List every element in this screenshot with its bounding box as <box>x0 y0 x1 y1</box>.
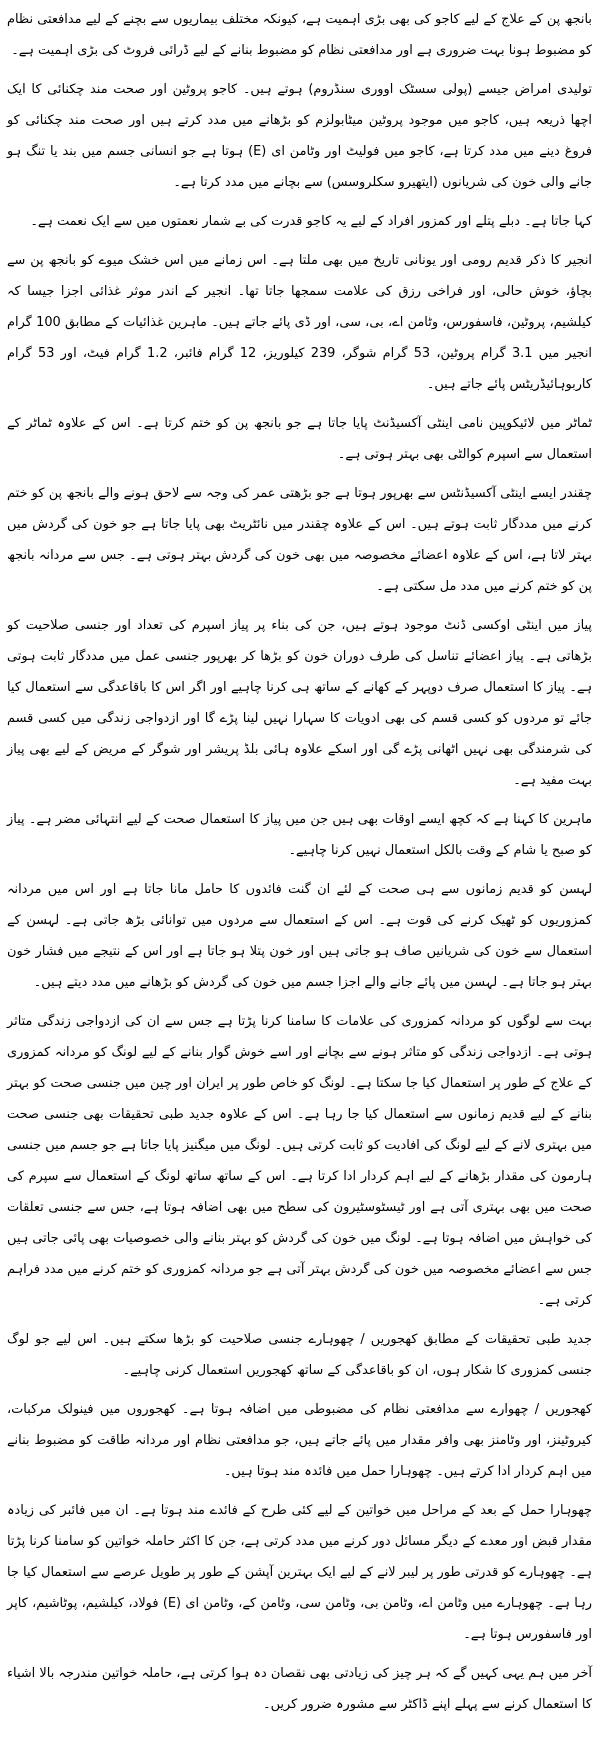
paragraph-onion-caution: ماہرین کا کہنا ہے کہ کچھ ایسے اوقات بھی ہیں جن میں پیاز کا استعمال صحت کے لیے انتہائی مضر ہے۔ پیاز کو صبح یا شام کے وقت بالکل استعمال نہیں کرنا چاہیے۔ <box>7 812 592 858</box>
paragraph-cashew-immunity: بانجھ پن کے علاج کے لیے کاجو کی بھی بڑی اہمیت ہے، کیونکہ مختلف بیماریوں سے بچنے کے لیے مدافعتی نظام کو مضبوط ہونا بہت ضروری ہے اور مدافعتی نظام کو مضبوط بنانے کے لیے ڈرائی فروٹ کی بڑی اہمیت ہے۔ <box>7 12 592 58</box>
paragraph-dates-research: جدید طبی تحقیقات کے مطابق کھجوریں / چھوہارے جنسی صلاحیت کو بڑھا سکتے ہیں۔ اس لیے جو لوگ جنسی کمزوری کا شکار ہوں، ان کو باقاعدگی کے ساتھ کھجوریں استعمال کرنی چاہیے۔ <box>7 1332 592 1378</box>
paragraph-tomato: ٹماٹر میں لائیکوپین نامی اینٹی آکسیڈنٹ پایا جاتا ہے جو بانجھ پن کو ختم کرتا ہے۔ اس کے علاوہ ٹماٹر کے استعمال سے اسپرم کوالٹی بھی بہتر ہوتی ہے۔ <box>7 416 592 462</box>
paragraph-dates-immunity: کھجوریں / چھوارے سے مدافعتی نظام کی مضبوطی میں اضافہ ہوتا ہے۔ کھجوروں میں فینولک مرکبات، کیروٹینز، اور وٹامنز بھی وافر مقدار میں پائے جاتے ہیں، جو مدافعتی نظام اور مردانہ طاقت کو مضبوط بنانے میں اہم کردار ادا کرتے ہیں۔ چھوہارا حمل میں فائدہ مند ہوتا ہیں۔ <box>7 1402 592 1479</box>
paragraph-onion: پیاز میں اینٹی اوکسی ڈنٹ موجود ہوتے ہیں، جن کی بناء پر پیاز اسپرم کی تعداد اور جنسی صلاحیت کو بڑھاتی ہے۔ پیاز اعضائے تناسل کی طرف دوران خون کو بڑھا کر بھرپور جنسی عمل میں مددگار ثابت ہوتی ہے۔ پیاز کا استعمال صرف دوپہر کے کھانے کے ساتھ ہی کرنا چاہیے اور اگر اس کا باقاعدگی سے استعمال کیا جائے تو مردوں کو کسی قسم کی بھی ادویات کا سہارا نہیں لینا پڑے گا اور ازدواجی زندگی میں کسی قسم کی شرمندگی بھی نہیں اٹھانی پڑے گی اور اسکے علاوہ ہائی بلڈ پریشر اور شوگر کے مریض کے لیے بھی پیاز بہت مفید ہے۔ <box>7 618 592 788</box>
paragraph-cashew-nutrients: تولیدی امراض جیسے (پولی سسٹک اووری سنڈروم) ہوتے ہیں۔ کاجو پروٹین اور صحت مند چکنائی کا ایک اچھا ذریعہ ہیں، کاجو میں موجود پروٹین میٹابولزم کو بڑھانے میں مدد کرتے ہیں اور صحت مند چکنائی کو فروغ دینے میں مدد کرتا ہے، کاجو میں فولیٹ اور وٹامن ای (E) ہوتا ہے جو انسانی جسم میں بند یا تنگ ہو جانے والی خون کی شریانوں (ایتھیرو سکلروسس) سے بچانے میں مدد کرتا ہے۔ <box>7 82 592 190</box>
paragraph-clove: بہت سے لوگوں کو مردانہ کمزوری کی علامات کا سامنا کرنا پڑتا ہے جس سے ان کی ازدواجی زندگی متاثر ہوتی ہے۔ ازدواجی زندگی کو متاثر ہونے سے بچانے اور اسے خوش گوار بنانے کے لیے لونگ کو مردانہ کمزوری کے علاج کے طور پر استعمال کیا جا سکتا ہے۔ لونگ کو خاص طور پر ایران اور چین میں جنسی صحت کو بہتر بنانے کے لیے قدیم زمانوں سے استعمال کیا جا رہا ہے۔ اس کے علاوہ جدید طبی تحقیقات بھی جنسی صحت میں بہتری لانے کے لیے لونگ کی افادیت کو ثابت کرتی ہیں۔ لونگ میں میگنیز پایا جاتا ہے جو جسم میں جنسی ہارمون کی مقدار بڑھانے کے لیے اہم کردار ادا کرتا ہے۔ اس کے ساتھ ساتھ لونگ کے استعمال سے سپرم کی صحت میں بھی بہتری آتی ہے اور ٹیسٹوسٹیرون کی سطح میں بھی اضافہ ہوتا ہے، جس سے جنسی تعلقات کی خواہش میں اضافہ ہوتا ہے۔ لونگ میں خون کی گردش کو بہتر بنانے والی خصوصیات بھی پائی جاتی ہیں جس سے اعضائے مخصوصہ میں خون کی گردش بہتر آتی ہے جو مردانہ کمزوری کو ختم کرنے میں مدد فراہم کرتی ہے۔ <box>7 1014 592 1308</box>
paragraph-garlic: لہسن کو قدیم زمانوں سے ہی صحت کے لئے ان گنت فائدوں کا حامل مانا جاتا ہے اور اس میں مردانہ کمزوریوں کو ٹھیک کرنے کی قوت ہے۔ اس کے استعمال سے مردوں میں توانائی بڑھ جاتی ہے۔ لہسن کے استعمال سے خون کی شریانیں صاف ہو جاتی ہیں اور خون پتلا ہو جاتا ہے اور اس کے نتیجے میں فشار خون بہتر ہو جاتا ہے۔ لہسن میں پائے جانے والے اجزا جسم میں خون کی گردش کو بڑھانے میں مدد دیتے ہیں۔ <box>7 882 592 990</box>
paragraph-beetroot: چقندر ایسے اینٹی آکسیڈنٹس سے بھرپور ہوتا ہے جو بڑھتی عمر کی وجہ سے لاحق ہونے والے بانجھ پن کو ختم کرنے میں مددگار ثابت ہوتے ہیں۔ اس کے علاوہ چقندر میں نائٹریٹ بھی پایا جاتا ہے جو خون کی گردش میں بہتر لاتا ہے، اس کے علاوہ اعضائے مخصوصہ میں بھی خون کی گردش بہتر ہوتی ہے۔ جس سے مردانہ بانجھ پن کو ختم کرنے میں مدد مل سکتی ہے۔ <box>7 486 592 594</box>
paragraph-cashew-blessing: کہا جاتا ہے۔ دبلے پتلے اور کمزور افراد کے لیے یہ کاجو قدرت کی بے شمار نعمتوں میں سے ایک نعمت ہے۔ <box>30 214 592 229</box>
paragraph-fig: انجیر کا ذکر قدیم رومی اور یونانی تاریخ میں بھی ملتا ہے۔ اس زمانے میں اس خشک میوے کو بانجھ پن سے بچاؤ، خوش حالی، اور فراخی رزق کی علامت سمجھا جاتا تھا۔ انجیر کے اندر موثر غذائی اجزا جیسا کہ کیلشیم، پروٹین، فاسفورس، وٹامن اے، بی، سی، اور ڈی پائے جاتے ہیں۔ ماہرین غذائیات کے مطابق 100 گرام انجیر میں 3.1 گرام پروٹین، 53 گرام شوگر، 239 کیلوریز، 12 گرام فائبر، 1.2 گرام فیٹ، اور 53 گرام کاربوہائیڈریٹس پائے جاتے ہیں۔ <box>7 253 593 392</box>
paragraph-dates-pregnancy: چھوہارا حمل کے بعد کے مراحل میں خواتین کے لیے کئی طرح کے فائدے مند ہوتا ہے۔ ان میں فائبر کی زیادہ مقدار قبض اور معدے کے دیگر مسائل دور کرنے میں مدد کرتی ہے، جن کا اکثر حاملہ خواتین کو سامنا کرنا پڑتا ہے۔ چھوہارے کو قدرتی طور پر لیبر لانے کے لیے ایک بہترین آپشن کے طور پر طویل عرصے سے استعمال کیا جا رہا ہے۔ چھوہارے میں وٹامن اے، وٹامن بی، وٹامن سی، وٹامن کے، وٹامن ای (E) فولاد، کیلشیم، پوٹاشیم، کاپر اور فاسفورس ہوتا ہے۔ <box>7 1503 592 1642</box>
paragraph-conclusion: آخر میں ہم یہی کہیں گے کہ ہر چیز کی زیادتی بھی نقصان دہ ہوا کرتی ہے، حاملہ خواتین مندرجہ بالا اشیاء کا استعمال کرنے سے پہلے اپنے ڈاکٹر سے مشورہ ضرور کریں۔ <box>7 1666 592 1712</box>
